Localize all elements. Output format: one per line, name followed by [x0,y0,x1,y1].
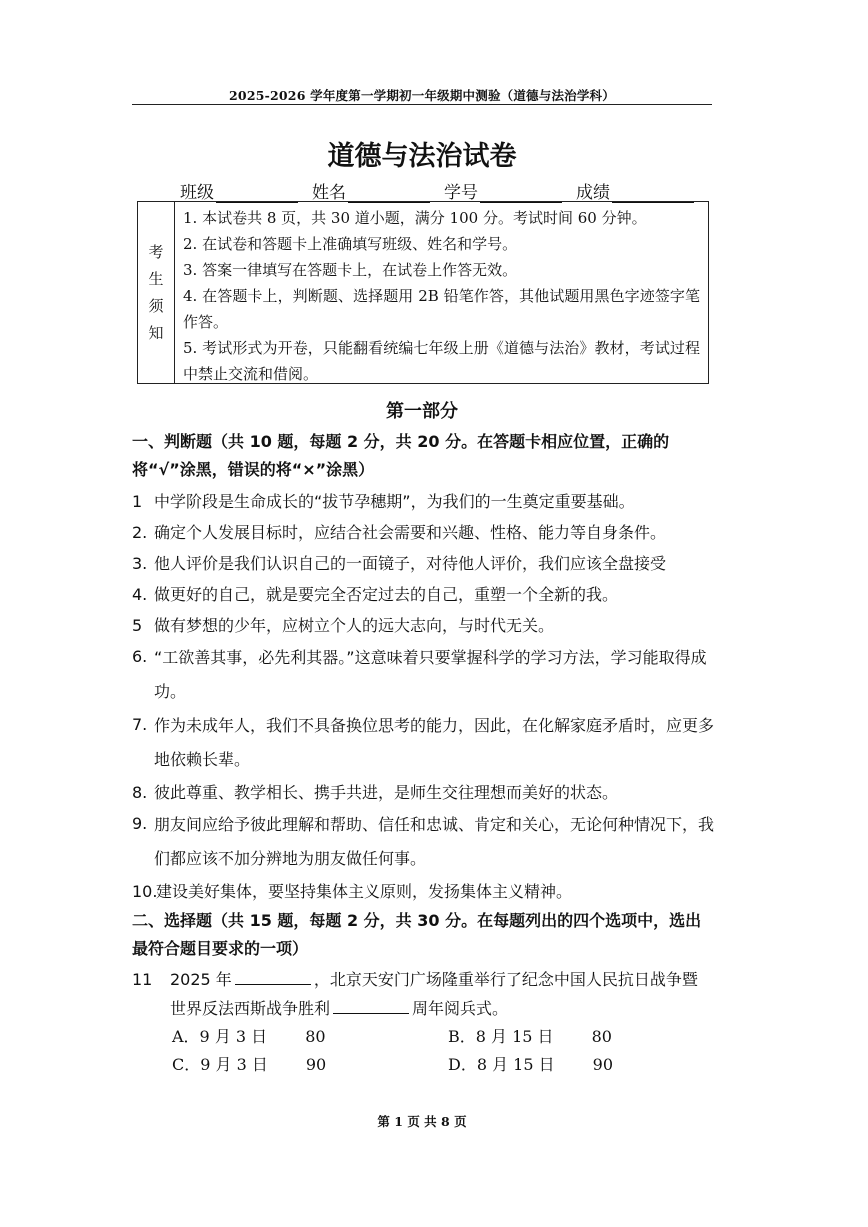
question-text: 做有梦想的少年，应树立个人的远大志向，与时代无关。 [154,616,555,635]
notice-label-char: 须 [148,296,164,315]
question-item [132,517,714,548]
notice-item: 4. 在答题卡上，判断题、选择题用 2B 铅笔作答，其他试题用黑色字迹签字笔作答。 [183,287,700,331]
question-number: 4. [132,585,148,604]
paper-title: 道德与法治试卷 [327,141,517,172]
notice-label-char: 生 [148,269,164,288]
question-number: 8. [132,783,148,802]
info-name [312,178,430,203]
stem-text: 周年阅兵式。 [412,999,509,1018]
page-footer: 第 1 页 共 8 页 [377,1114,467,1129]
question-item [132,641,714,709]
info-label: 成绩 [576,183,610,203]
question-number: 6. [132,647,148,666]
stem-text: 2025 年 [170,970,232,989]
option-letter: B．8 月 15 日 [448,1027,554,1046]
question-number: 9. [132,814,148,833]
option-value: 90 [592,1055,613,1074]
part-title: 第一部分 [386,401,458,422]
question-number: 1 [132,492,143,511]
notice-items [175,202,708,383]
question-text: 他人评价是我们认识自己的一面镜子，对待他人评价，我们应该全盘接受 [154,554,667,573]
answer-blank [235,970,311,985]
question-number: 5 [132,616,143,635]
question-stem [132,965,714,1023]
option-c[interactable] [172,1051,448,1079]
option-value: 80 [305,1027,326,1046]
notice-label [138,202,175,383]
question-item [132,579,714,610]
option-letter: A．9 月 3 日 [172,1027,268,1046]
option-d[interactable] [448,1051,708,1079]
question-number: 7. [132,715,148,734]
question-item [132,548,714,579]
info-score [576,178,694,203]
question-text: 彼此尊重、教学相长、携手共进，是师生交往理想而美好的状态。 [154,783,619,802]
question-11 [132,965,714,1079]
running-header: 2025-2026 学年度第一学期初一年级期中测验（道德与法治学科） [229,88,615,103]
question-text: 确定个人发展目标时，应结合社会需要和兴趣、性格、能力等自身条件。 [154,523,667,542]
option-value: 80 [591,1027,612,1046]
exam-notice-box [137,201,709,384]
question-item [132,808,714,876]
question-item [132,486,714,517]
notice-item: 5. 考试形式为开卷，只能翻看统编七年级上册《道德与法治》教材，考试过程中禁止交流和借阅。 [183,339,700,383]
option-value: 90 [305,1055,327,1074]
info-label: 学号 [444,183,478,203]
notice-label-char: 考 [148,242,164,261]
header-rule [132,104,712,105]
question-item [132,876,714,907]
answer-blank [333,999,409,1014]
info-label: 班级 [180,183,214,203]
question-text: 中学阶段是生命成长的“拔节孕穗期”，为我们的一生奠定重要基础。 [154,492,635,511]
question-text: 作为未成年人，我们不具备换位思考的能力，因此，在化解家庭矛盾时，应更多地依赖长辈。 [154,716,715,769]
student-info-row [180,178,694,203]
info-label: 姓名 [312,183,346,203]
option-letter: C．9 月 3 日 [172,1055,268,1074]
info-class [180,178,298,203]
question-number: 10. [132,882,158,901]
question-text: “工欲善其事，必先利其器。”这意味着只要掌握科学的学习方法，学习能取得成功。 [154,648,707,701]
section-heading-multiple-choice: 二、选择题（共 15 题，每题 2 分，共 30 分。在每题列出的四个选项中，选出最符合题目要求的一项） [132,911,702,958]
question-item [132,610,714,641]
notice-item: 1. 本试卷共 8 页，共 30 道小题，满分 100 分。考试时间 60 分钟。 [183,209,647,227]
question-item [132,709,714,777]
question-number: 3. [132,554,148,573]
stem-text: ，北京天安门广场隆重举行了纪念中国人民抗日战争暨 [313,970,698,989]
questions-content [132,428,714,1079]
question-text: 朋友间应给予彼此理解和帮助、信任和忠诚、肯定和关心，无论何种情况下，我们都应该不加分辨地为朋友做任何事。 [154,815,715,868]
question-number: 2. [132,523,148,542]
question-text: 做更好的自己，就是要完全否定过去的自己，重塑一个全新的我。 [154,585,619,604]
stem-text: 世界反法西斯战争胜利 [170,999,331,1018]
info-id [444,178,562,203]
option-a[interactable] [172,1023,448,1051]
section-heading-true-false: 一、判断题（共 10 题，每题 2 分，共 20 分。在答题卡相应位置，正确的将“√”涂黑，错误的将“×”涂黑） [132,432,670,479]
notice-item: 3. 答案一律填写在答题卡上，在试卷上作答无效。 [183,261,518,279]
question-number: 11 [132,970,153,989]
options-grid [132,1023,714,1079]
notice-label-char: 知 [148,323,164,342]
option-letter: D．8 月 15 日 [448,1055,555,1074]
option-b[interactable] [448,1023,708,1051]
question-text: 建设美好集体，要坚持集体主义原则，发扬集体主义精神。 [156,882,573,901]
notice-item: 2. 在试卷和答题卡上准确填写班级、姓名和学号。 [183,235,518,253]
question-item [132,777,714,808]
